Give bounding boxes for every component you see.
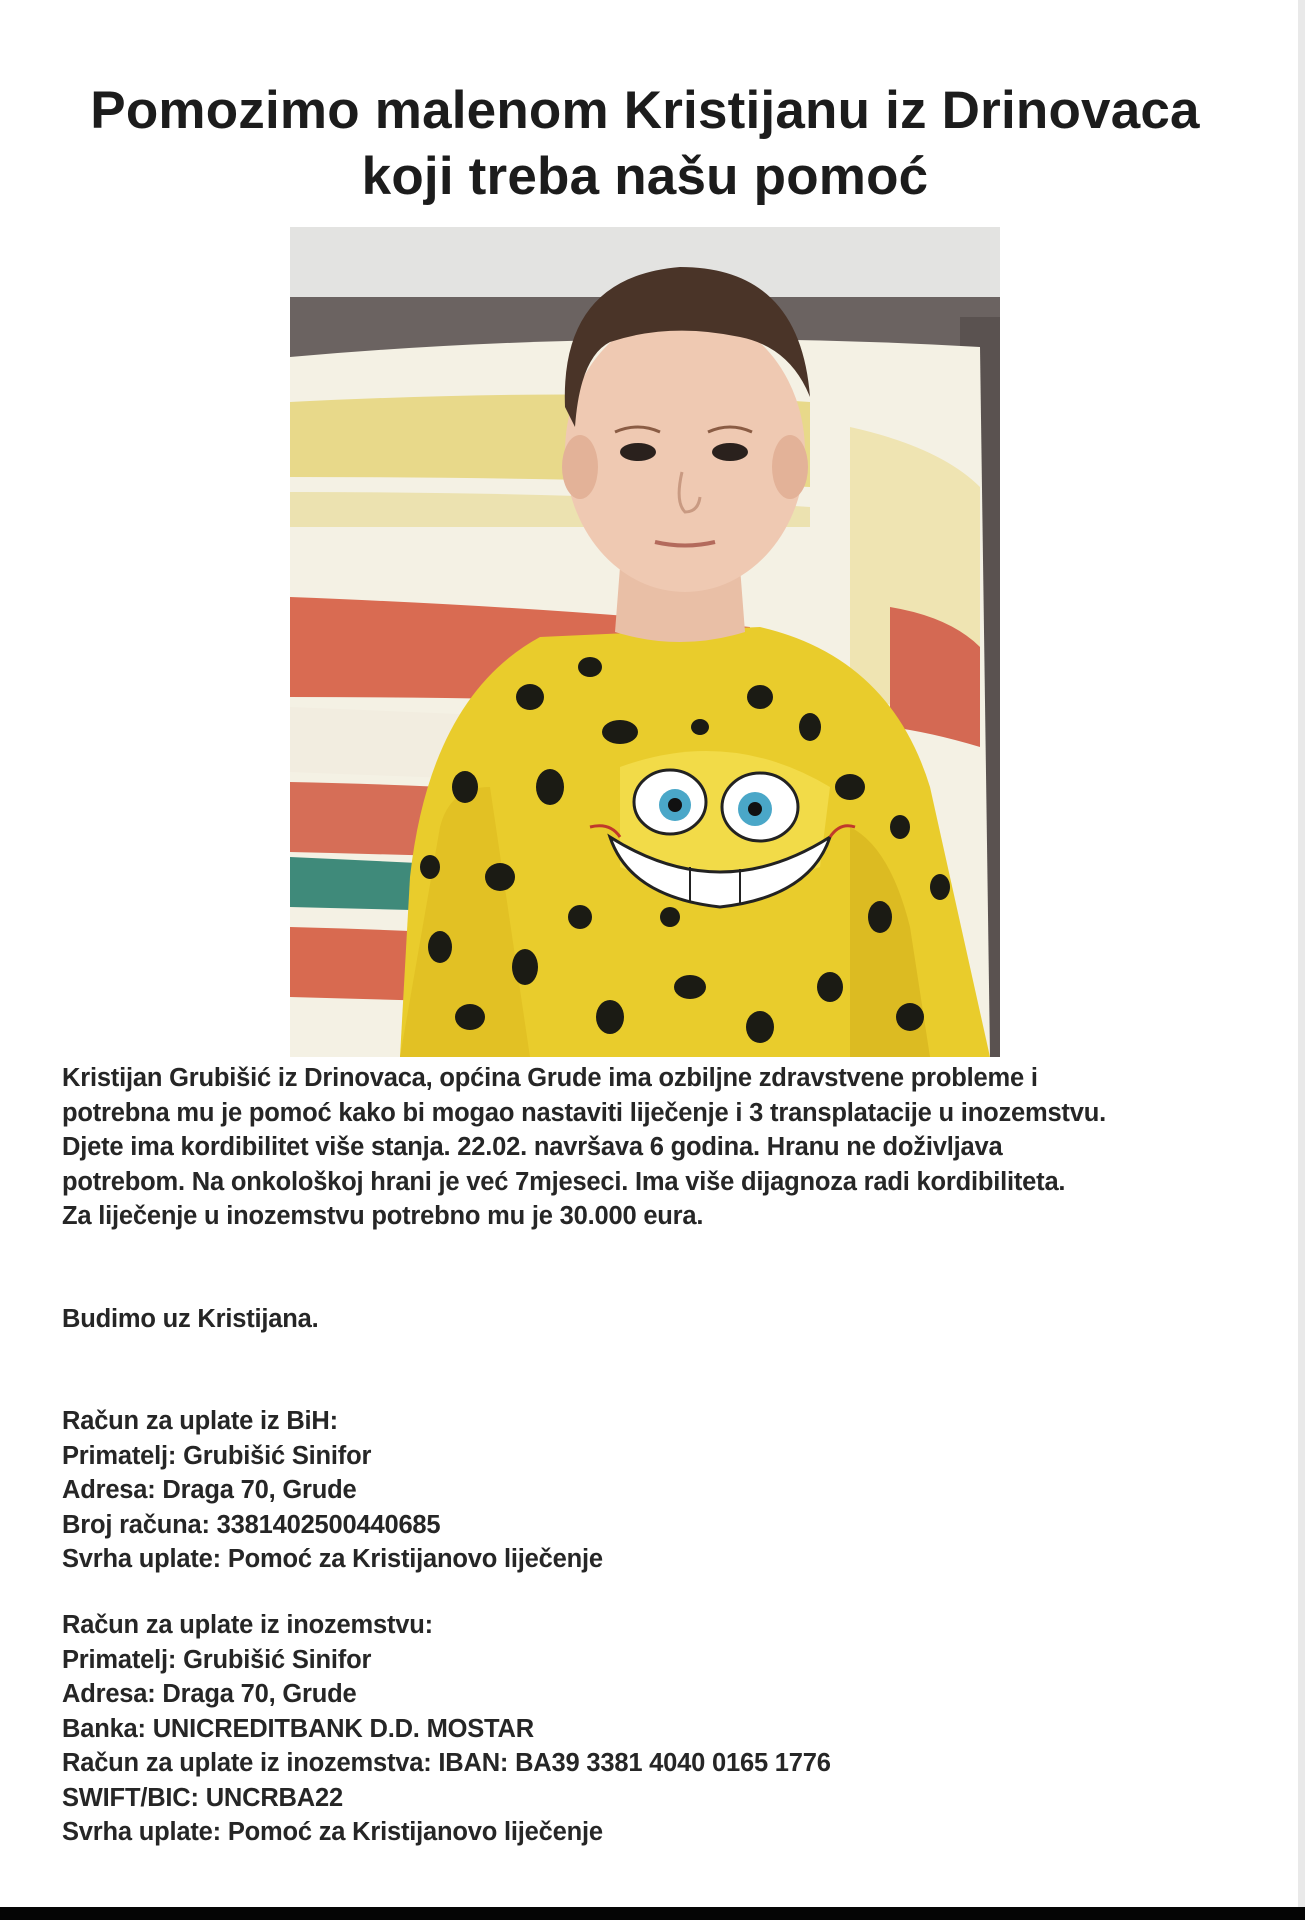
bih-account-heading: Račun za uplate iz BiH: <box>62 1407 338 1435</box>
description-line: potrebom. Na onkološkoj hrani je već 7mjeseci. Ima više dijagnoza radi kordibiliteta. <box>62 1167 1066 1196</box>
description-line: potrebna mu je pomoć kako bi mogao nastaviti liječenje i 3 transplatacije u inozemstvu. <box>62 1098 1106 1127</box>
title-line-2: koji treba našu pomoć <box>361 147 929 206</box>
title-line-1: Pomozimo malenom Kristijanu iz Drinovaca <box>90 81 1200 140</box>
bih-address: Adresa: Draga 70, Grude <box>62 1476 357 1504</box>
intl-account-heading: Račun za uplate iz inozemstvu: <box>62 1611 433 1639</box>
bih-payment-purpose: Svrha uplate: Pomoć za Kristijanovo liječenje <box>62 1545 603 1573</box>
page-title <box>0 78 1290 210</box>
description-line: Djete ima kordibilitet više stanja. 22.02. navršava 6 godina. Hranu ne doživljava <box>62 1133 1003 1161</box>
bih-account-number: Broj računa: 3381402500440685 <box>62 1510 441 1539</box>
description-paragraph <box>62 1061 1106 1234</box>
page-edge <box>1298 0 1305 1920</box>
bih-recipient: Primatelj: Grubišić Sinifor <box>62 1441 372 1470</box>
intl-recipient: Primatelj: Grubišić Sinifor <box>62 1645 372 1674</box>
bottom-bar <box>0 1907 1305 1920</box>
appeal-text: Budimo uz Kristijana. <box>62 1305 319 1333</box>
intl-swift: SWIFT/BIC: UNCRBA22 <box>62 1783 343 1812</box>
intl-payment-purpose: Svrha uplate: Pomoć za Kristijanovo liječenje <box>62 1818 603 1846</box>
child-photo <box>290 227 1000 1057</box>
intl-address: Adresa: Draga 70, Grude <box>62 1680 357 1708</box>
intl-bank: Banka: UNICREDITBANK D.D. MOSTAR <box>62 1714 534 1743</box>
intl-account-block <box>62 1608 831 1850</box>
description-line: Kristijan Grubišić iz Drinovaca, općina Grude ima ozbiljne zdravstvene probleme i <box>62 1064 1038 1092</box>
intl-iban: Račun za uplate iz inozemstva: IBAN: BA39 3381 4040 0165 1776 <box>62 1749 831 1777</box>
bih-account-block <box>62 1404 603 1577</box>
description-line: Za liječenje u inozemstvu potrebno mu je 30.000 eura. <box>62 1202 704 1230</box>
